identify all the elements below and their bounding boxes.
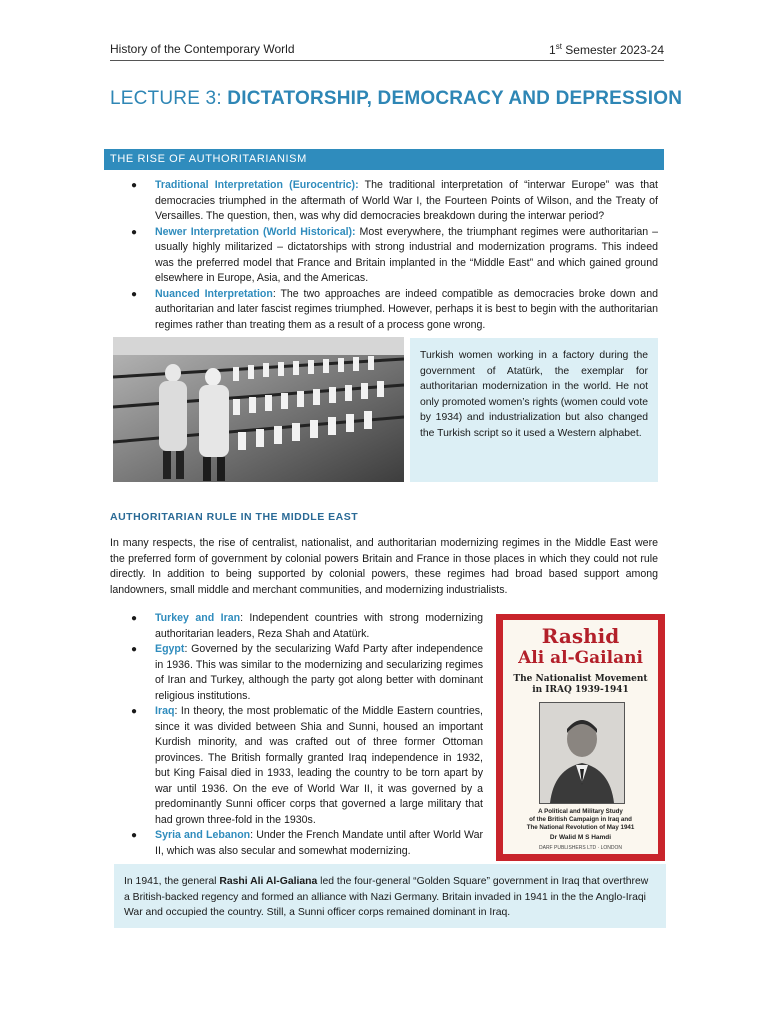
book-description-line1: A Political and Military Study xyxy=(538,808,623,815)
lecture-main-title: DICTATORSHIP, DEMOCRACY AND DEPRESSION xyxy=(227,88,683,109)
bullet-text: : Under the French Mandate until after World War II, which was also secular and somewhat modernizing. xyxy=(155,829,483,857)
bullet-item xyxy=(131,287,658,334)
bullet-icon: ● xyxy=(131,226,138,238)
course-title: History of the Contemporary World xyxy=(110,42,295,56)
bullet-text: The traditional interpretation of “interwar Europe” was that democracies triumphed in the aftermath of World War I, the Fourteen Points of Wilson, and the Treaty of Versailles. The question, then, was why did democracies breakdown during the interwar period? xyxy=(155,179,658,222)
semester-number: 1 xyxy=(549,43,556,57)
book-portrait xyxy=(539,702,625,804)
bullet-text: : In theory, the most problematic of the Middle Eastern countries, since it was divided between Shia and Sunni, housed an important Kurdish minority, and was crafted out of three former Ottoman provinces. The British formally granted Iraq independence in 1932, but King Faisal died in 1933, leading the country to be torn apart by war until 1936. On the eve of World War II, it was governed by a predominantly Sunni officer corps that governed a large military that had grown three-fold in the 1930s. xyxy=(155,705,483,826)
semester-rest: Semester 2023-24 xyxy=(561,43,664,57)
bullet-label: Newer Interpretation (World Historical): xyxy=(155,225,356,238)
header-divider xyxy=(110,60,664,61)
gailani-caption-pre: In 1941, the general xyxy=(124,876,220,887)
bullet-icon: ● xyxy=(131,644,138,655)
bullet-icon: ● xyxy=(131,613,138,624)
bullet-item xyxy=(131,225,659,287)
bullet-label: Iraq xyxy=(155,705,175,717)
bullet-item xyxy=(131,704,483,828)
bullet-icon: ● xyxy=(131,288,138,300)
book-author: Dr Walid M S Hamdi xyxy=(549,834,612,841)
bullet-text: : Governed by the secularizing Wafd Party after independence in 1936. This was similar to the modernizing and secularizing regimes of Iran and Turkey, although the party got along better with dominant religious institutions. xyxy=(155,643,483,702)
bullet-text: : The two approaches are indeed compatible as democracies broke down and authoritarian and later fascist regimes triumphed. However, perhaps it is best to begin with the authoritarian regimes rather than treating them as a result of a process gone wrong. xyxy=(155,287,658,331)
bullet-item xyxy=(131,611,483,642)
bullet-item xyxy=(131,642,483,704)
bullet-item xyxy=(131,178,658,225)
gailani-caption-post: led the four-general “Golden Square” government in Iraq that overthrew a British-backed regency and formed an alliance with Nazi Germany. Britain invaded in 1941 in the the Anglo-Iraqi War and occupied the country. Still, a Sunni officer corps remained dominant in Iraq. xyxy=(124,876,649,918)
section-heading-authoritarianism: THE RISE OF AUTHORITARIANISM xyxy=(104,149,664,170)
bullet-text: : Independent countries with strong modernizing authoritarian leaders, Reza Shah and Atatürk. xyxy=(155,612,483,640)
bullet-label: Egypt xyxy=(155,643,185,655)
book-title-line1: Rashid xyxy=(541,624,620,648)
book-description-line3: The National Revolution of May 1941 xyxy=(526,824,635,831)
semester-ordinal: st xyxy=(555,42,562,51)
lecture-prefix: LECTURE 3: xyxy=(110,88,228,109)
bullet-text: Most everywhere, the triumphant regimes were authoritarian – usually highly militarized – dictatorships with strong industrial and modernization programs. This indeed was the preferred model that France and Britain implanted in the “Middle East” and which gained ground elsewhere in Europe, Asia, and the Americas. xyxy=(155,225,659,284)
book-title-line2: Ali al-Gailani xyxy=(518,648,643,668)
gailani-caption-name: Rashi Ali Al-Galiana xyxy=(219,876,318,887)
gailani-caption xyxy=(114,864,666,928)
factory-photo xyxy=(113,337,404,482)
middle-east-intro: In many respects, the rise of centralist, nationalist, and authoritarian modernizing regimes in the Middle East were the preferred form of government by colonial powers Britain and France in those places in which they could not rule directly. In addition to being supported by colonial powers, these regimes had broad based support among landowners, small middle and merchant communities, and modernizing industrialists. xyxy=(110,537,658,596)
bullet-icon: ● xyxy=(131,830,138,841)
section-heading-middle-east: AUTHORITARIAN RULE IN THE MIDDLE EAST xyxy=(110,511,359,523)
book-cover xyxy=(496,614,665,861)
bullet-label: Nuanced Interpretation xyxy=(155,287,273,300)
bullet-icon: ● xyxy=(131,706,138,717)
bullet-label: Traditional Interpretation (Eurocentric): xyxy=(155,179,359,191)
factory-photo-caption: Turkish women working in a factory during the government of Atatürk, the exemplar for authoritarian modernization in the world. He not only promoted women’s rights (women could vote by 1934) and industrialization but also changed the Turkish script so it used a Western alphabet. xyxy=(410,338,658,482)
lecture-title xyxy=(110,88,682,110)
book-subtitle-line1: The Nationalist Movement xyxy=(513,674,648,684)
book-publisher: DARF PUBLISHERS LTD · LONDON xyxy=(539,845,622,851)
bullet-item xyxy=(131,828,483,859)
bullet-icon: ● xyxy=(131,180,138,191)
book-subtitle-line2: in IRAQ 1939-1941 xyxy=(532,685,629,695)
section1-bullets xyxy=(131,178,659,333)
bullet-label: Turkey and Iran xyxy=(155,612,241,624)
section2-bullets xyxy=(131,611,483,859)
book-description-line2: of the British Campaign in Iraq and xyxy=(529,816,632,823)
bullet-label: Syria and Lebanon xyxy=(155,829,251,841)
semester-label xyxy=(549,42,664,57)
